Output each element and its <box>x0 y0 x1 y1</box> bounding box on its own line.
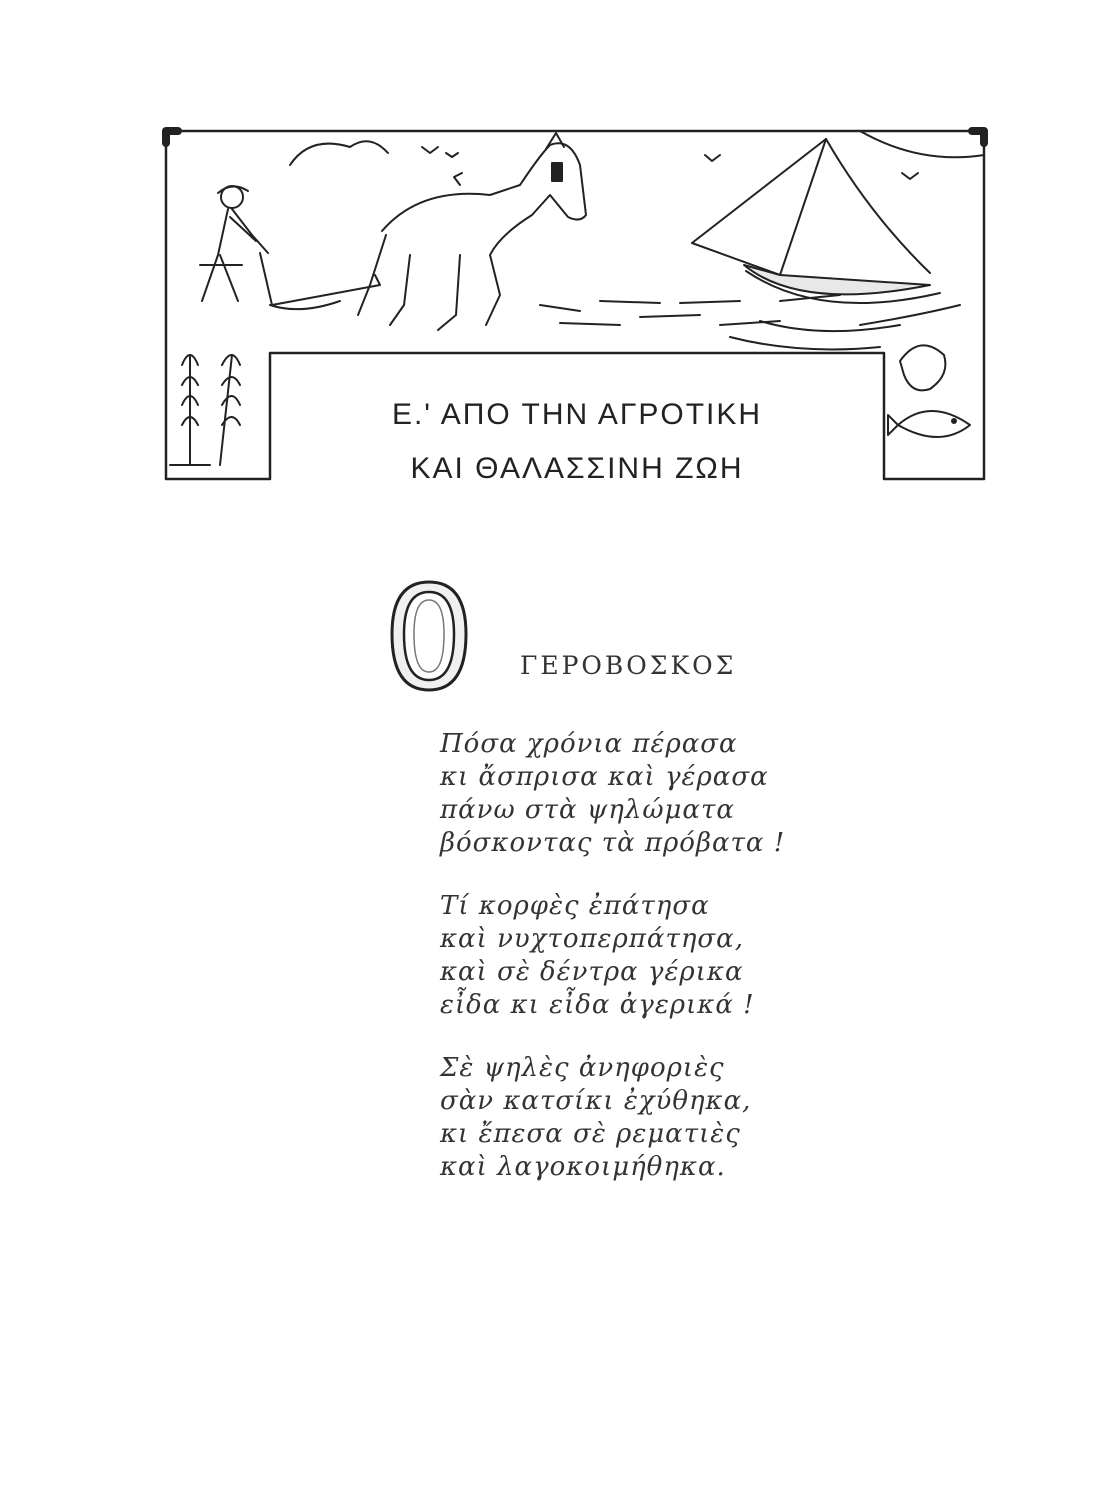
verse: σὰν κατσίκι ἐχύθηκα, <box>440 1086 752 1116</box>
farmer-plowing <box>200 186 268 301</box>
verse: βόσκοντας τὰ πρόβατα ! <box>440 828 786 858</box>
verse: Σὲ ψηλὲς ἀνηφοριὲς <box>440 1053 725 1083</box>
verse: καὶ λαγοκοιμήθηκα. <box>440 1152 726 1182</box>
verse: κι ἄσπρισα καὶ γέρασα <box>440 762 769 792</box>
stanza-1 <box>440 728 785 860</box>
poem-body <box>440 728 785 1214</box>
section-title-line-1: Ε.' ΑΠΟ ΤΗΝ ΑΓΡΟΤΙΚΗ <box>391 398 763 431</box>
verse: Τί κορφὲς ἐπάτησα <box>440 891 710 921</box>
verse: Πόσα χρόνια πέρασα <box>440 729 738 759</box>
wheat-ears <box>170 355 240 465</box>
fish <box>888 345 970 437</box>
verse: πάνω στὰ ψηλώματα <box>440 795 735 825</box>
stanza-3 <box>440 1052 785 1184</box>
horse <box>358 133 586 330</box>
verse: εἶδα κι εἶδα ἀγερικά ! <box>440 990 755 1020</box>
sailboat <box>692 139 940 303</box>
section-title-line-2: ΚΑΙ ΘΑΛΑΣΣΙΝΗ ΖΩΗ <box>410 452 744 485</box>
stanza-2 <box>440 890 785 1022</box>
verse: καὶ νυχτοπερπάτησα, <box>440 924 744 954</box>
verse: καὶ σὲ δέντρα γέρικα <box>440 957 744 987</box>
verse: κι ἔπεσα σὲ ρεματιὲς <box>440 1119 741 1149</box>
drop-cap <box>384 576 474 696</box>
poem-title: ΓΕΡΟΒΟΣΚΟΣ <box>520 651 737 680</box>
